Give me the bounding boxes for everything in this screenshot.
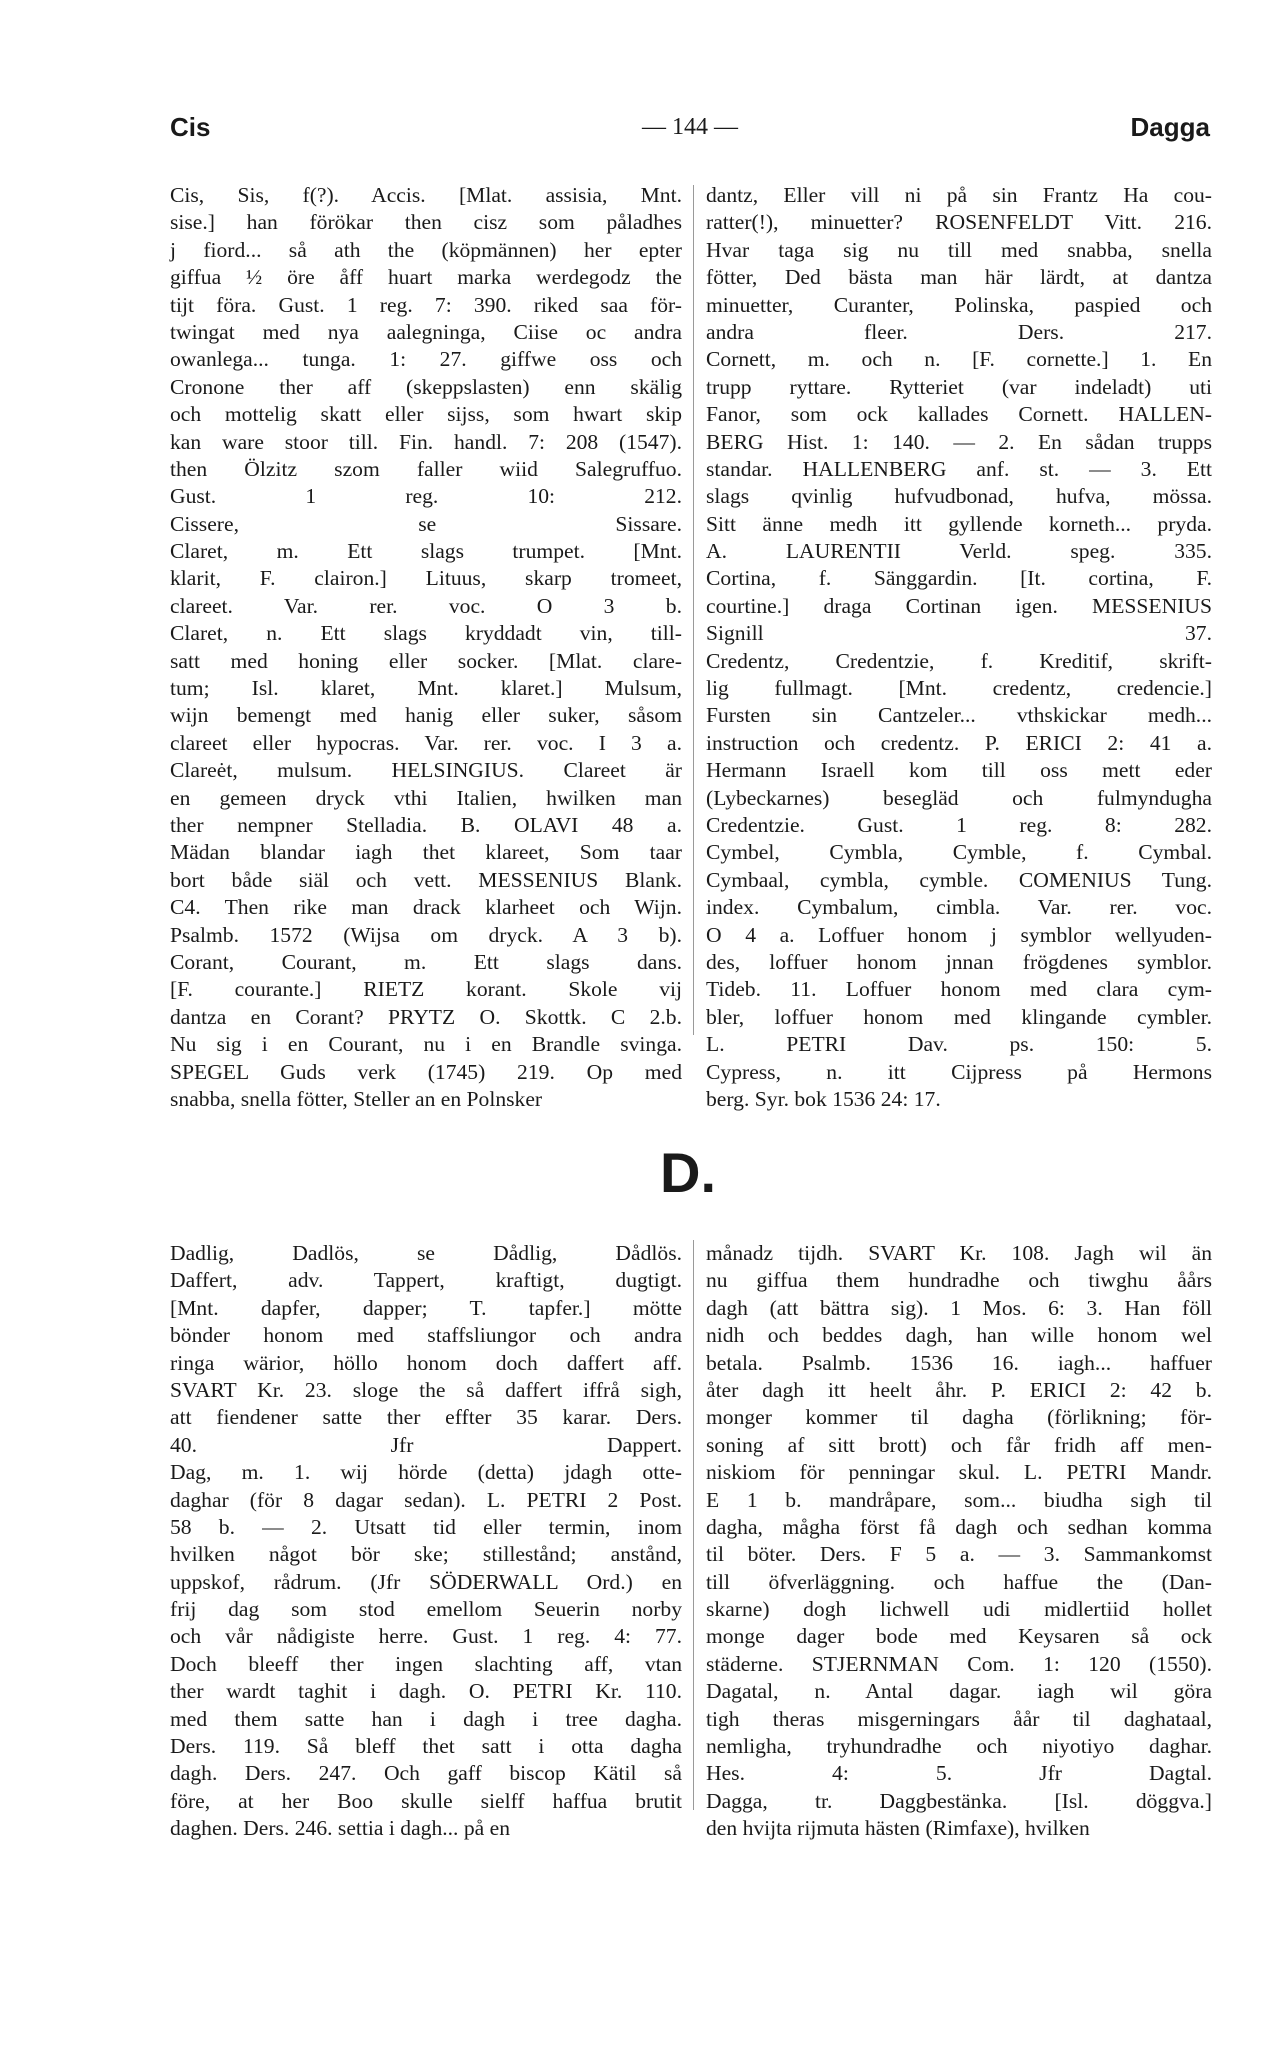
text-line: minuetter, Curanter, Polinska, paspied och [706,292,1212,317]
text-line: berg. Syr. bok 1536 24: 17. [706,1086,941,1111]
text-line: niskiom för penningar skul. L. PETRI Mandr. [706,1460,1212,1485]
text-line: daghen. Ders. 246. settia i dagh... på en [170,1816,511,1841]
text-line: 40. Jfr Dappert. [170,1432,682,1457]
text-line: Dagatal, n. Antal dagar. iagh wil göra [706,1679,1212,1704]
text-line: Dag, m. 1. wij hörde (detta) jdagh otte- [170,1460,682,1485]
text-line: Gust. 1 reg. 10: 212. [170,484,682,509]
text-line: nidh och beddes dagh, han wille honom wel [706,1323,1212,1348]
text-line: L. PETRI Dav. ps. 150: 5. [706,1032,1212,1057]
text-line: Claret, m. Ett slags trumpet. [Mnt. [170,539,682,564]
text-line: en gemeen dryck vthi Italien, hwilken man [170,785,682,810]
text-line: Cornett, m. och n. [F. cornette.] 1. En [706,347,1212,372]
text-line: Credentzie. Gust. 1 reg. 8: 282. [706,812,1212,837]
text-line: Clareėt, mulsum. HELSINGIUS. Clareet är [170,758,682,783]
text-line: månadz tijdh. SVART Kr. 108. Jagh wil än [706,1241,1212,1265]
text-line: satt med honing eller socker. [Mlat. clare- [170,648,682,673]
text-line: standar. HALLENBERG anf. st. — 3. Ett [706,456,1212,481]
column-top-left [170,182,682,1113]
text-line: tijt föra. Gust. 1 reg. 7: 390. riked saa för- [170,292,682,317]
text-line: bort både siäl och vett. MESSENIUS Blank. [170,867,682,892]
text-line: tigh theras misgerningars åår til daghataal, [706,1706,1212,1731]
text-line: C4. Then rike man drack klarheet och Wijn. [170,895,682,920]
text-line: dantz, Eller vill ni på sin Frantz Ha cou- [706,183,1212,207]
text-line: 58 b. — 2. Utsatt tid eller termin, inom [170,1514,682,1539]
running-header [170,112,1210,152]
text-line: Fursten sin Cantzeler... vthskickar medh... [706,703,1212,728]
column-bottom-right [706,1240,1212,1843]
text-line: slags qvinlig hufvudbonad, hufva, mössa. [706,484,1212,509]
text-line: tum; Isl. klaret, Mnt. klaret.] Mulsum, [170,676,682,701]
text-line: monge dager bode med Keysaren så ock [706,1624,1212,1649]
text-line: betala. Psalmb. 1536 16. iagh... haffuer [706,1350,1212,1375]
text-line: ther nempner Stelladia. B. OLAVI 48 a. [170,812,682,837]
text-line: klarit, F. clairon.] Lituus, skarp tromeet, [170,566,682,591]
text-line: giffua ½ öre åff huart marka werdegodz the [170,265,682,290]
text-line: wijn bemengt med hanig eller suker, såsom [170,703,682,728]
text-line: åter dagh itt heelt åhr. P. ERICI 2: 42 b. [706,1377,1212,1402]
text-line: Daffert, adv. Tappert, kraftigt, dugtigt. [170,1268,682,1293]
text-line: Credentz, Credentzie, f. Kreditif, skrift- [706,648,1212,673]
text-line: twingat med nya aalegninga, Ciise oc andra [170,319,682,344]
text-line: nu giffua them hundradhe och tiwghu åårs [706,1268,1212,1293]
text-line: Cortina, f. Sänggardin. [It. cortina, F. [706,566,1212,591]
column-bottom-left [170,1240,682,1843]
text-line: dagha, mågha först få dagh och sedhan komma [706,1514,1212,1539]
section-letter: D. [660,1141,716,1204]
text-line: O 4 a. Loffuer honom j symblor wellyuden- [706,922,1212,947]
text-line: ringa wärior, höllo honom doch daffert aff. [170,1350,682,1375]
text-line: Ders. 119. Så bleff thet satt i otta dagha [170,1734,682,1759]
text-line: ratter(!), minuetter? ROSENFELDT Vitt. 216. [706,210,1212,235]
text-line: Doch bleeff ther ingen slachting aff, vtan [170,1651,682,1676]
column-top-right [706,182,1212,1113]
text-line: Mädan blandar iagh thet klareet, Som taar [170,840,682,865]
text-line: A. LAURENTII Verld. speg. 335. [706,539,1212,564]
text-line: then Ölzitz szom faller wiid Salegruffuo. [170,456,682,481]
header-last-word: Dagga [1130,112,1210,142]
text-line: fötter, Ded bästa man här lärdt, at dantza [706,265,1212,290]
text-line: dagh. Ders. 247. Och gaff biscop Kätil så [170,1761,682,1786]
text-line: Signill 37. [706,621,1212,646]
text-line: Hvar taga sig nu till med snabba, snella [706,237,1212,262]
text-line: SVART Kr. 23. sloge the så daffert iffrå sigh, [170,1377,682,1402]
text-line: skarne) dogh lichwell udi midlertiid hollet [706,1597,1212,1622]
text-line: andra fleer. Ders. 217. [706,319,1212,344]
text-line: Cis, Sis, f(?). Accis. [Mlat. assisia, Mnt. [170,183,682,207]
text-line: monger kommer til dagha (förlikning; för- [706,1405,1212,1430]
text-line: ther wardt taghit i dagh. O. PETRI Kr. 110. [170,1679,682,1704]
text-line: före, at her Boo skulle sielff haffua brutit [170,1788,682,1813]
text-line: den hvijta rijmuta hästen (Rimfaxe), hvilken [706,1816,1090,1841]
text-line: des, loffuer honom jnnan frögdenes symblor. [706,949,1212,974]
text-line: Cymbaal, cymbla, cymble. COMENIUS Tung. [706,867,1212,892]
text-line: Cymbel, Cymbla, Cymble, f. Cymbal. [706,840,1212,865]
text-line: Corant, Courant, m. Ett slags dans. [170,949,682,974]
text-line: bönder honom med staffsliungor och andra [170,1323,682,1348]
text-line: städerne. STJERNMAN Com. 1: 120 (1550). [706,1651,1212,1676]
text-line: och vår nådigiste herre. Gust. 1 reg. 4: 77. [170,1624,682,1649]
column-divider-bottom [693,1240,694,1810]
text-line: Dadlig, Dadlös, se Dådlig, Dådlös. [170,1241,682,1265]
text-line: til böter. Ders. F 5 a. — 3. Sammankomst [706,1542,1212,1567]
text-line: nemligha, tryhundradhe och niyotiyo daghar. [706,1734,1212,1759]
text-line: instruction och credentz. P. ERICI 2: 41 a. [706,730,1212,755]
text-line: clareet eller hypocras. Var. rer. voc. I 3 a. [170,730,682,755]
text-line: bler, loffuer honom med klingande cymbler. [706,1004,1212,1029]
text-line: Hes. 4: 5. Jfr Dagtal. [706,1761,1212,1786]
text-line: Tideb. 11. Loffuer honom med clara cym- [706,977,1212,1002]
text-line: Dagga, tr. Daggbestänka. [Isl. döggva.] [706,1788,1212,1813]
text-line: Psalmb. 1572 (Wijsa om dryck. A 3 b). [170,922,682,947]
text-line: lig fullmagt. [Mnt. credentz, credencie.] [706,676,1212,701]
text-line: sise.] han förökar then cisz som påladhes [170,210,682,235]
text-line: med them satte han i dagh i tree dagha. [170,1706,682,1731]
text-line: till öfverläggning. och haffue the (Dan- [706,1569,1212,1594]
text-line: soning af sitt brott) och får fridh aff men- [706,1432,1212,1457]
text-line: att fiendener satte ther effter 35 karar. Ders. [170,1405,682,1430]
text-line: (Lybeckarnes) besegläd och fulmyndugha [706,785,1212,810]
column-divider-top [693,185,694,1035]
text-line: Hermann Israell kom till oss mett eder [706,758,1212,783]
text-line: Sitt änne medh itt gyllende korneth... pryda. [706,511,1212,536]
text-line: daghar (för 8 dagar sedan). L. PETRI 2 Post. [170,1487,682,1512]
text-line: Cissere, se Sissare. [170,511,682,536]
header-first-word: Cis [170,112,211,142]
text-line: clareet. Var. rer. voc. O 3 b. [170,593,682,618]
text-line: Cypress, n. itt Cijpress på Hermons [706,1059,1212,1084]
text-line: [Mnt. dapfer, dapper; T. tapfer.] mötte [170,1295,682,1320]
text-line: BERG Hist. 1: 140. — 2. En sådan trupps [706,429,1212,454]
text-line: hvilken något bör ske; stillestånd; anstånd, [170,1542,682,1567]
text-line: trupp ryttare. Rytteriet (var indeladt) uti [706,374,1212,399]
text-line: uppskof, rådrum. (Jfr SÖDERWALL Ord.) en [170,1569,682,1594]
text-line: dantza en Corant? PRYTZ O. Skottk. C 2.b. [170,1004,682,1029]
text-line: Nu sig i en Courant, nu i en Brandle svinga. [170,1032,682,1057]
text-line: Fanor, som ock kallades Cornett. HALLEN- [706,402,1212,427]
text-line: j fiord... så ath the (köpmännen) her epter [170,237,682,262]
text-line: Claret, n. Ett slags kryddadt vin, till- [170,621,682,646]
text-line: Cronone ther aff (skeppslasten) enn skälig [170,374,682,399]
text-line: index. Cymbalum, cimbla. Var. rer. voc. [706,895,1212,920]
text-line: frij dag som stod emellom Seuerin norby [170,1597,682,1622]
text-line: kan ware stoor till. Fin. handl. 7: 208 (1547). [170,429,682,454]
text-line: courtine.] draga Cortinan igen. MESSENIUS [706,593,1212,618]
text-line: owanlega... tunga. 1: 27. giffwe oss och [170,347,682,372]
text-line: dagh (att bättra sig). 1 Mos. 6: 3. Han föll [706,1295,1212,1320]
text-line: [F. courante.] RIETZ korant. Skole vij [170,977,682,1002]
page-number: — 144 — [642,114,738,140]
text-line: och mottelig skatt eller sijss, som hwart skip [170,402,682,427]
text-line: snabba, snella fötter, Steller an en Polnsker [170,1086,543,1111]
text-line: E 1 b. mandråpare, som... biudha sigh til [706,1487,1212,1512]
text-line: SPEGEL Guds verk (1745) 219. Op med [170,1059,682,1084]
